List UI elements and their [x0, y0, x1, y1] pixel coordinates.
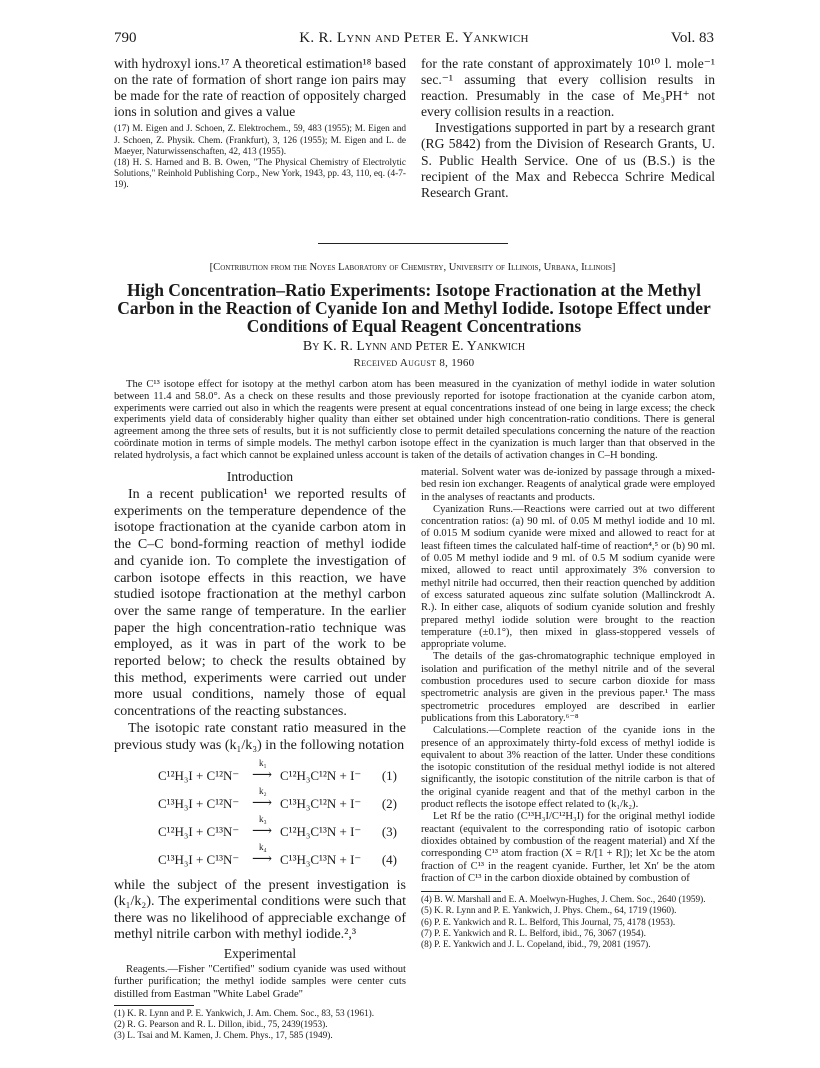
- arrow-icon: ⟶: [252, 768, 273, 784]
- footnotes-top-left: [114, 124, 406, 191]
- affiliation: [Contribution from the Noyes Laboratory of Chemistry, University of Illinois, Urbana, Illinois]: [209, 262, 616, 273]
- received-date: Received August 8, 1960: [353, 357, 475, 369]
- arrow-icon: ⟶: [252, 824, 273, 840]
- section-divider: [318, 243, 508, 244]
- continuation-left: [114, 56, 406, 192]
- equation-number: (4): [381, 852, 397, 868]
- equation-rhs: C¹³H₃C¹²N + I⁻: [280, 796, 362, 812]
- equations-block: [114, 758, 406, 878]
- footnote-17: (17) M. Eigen and J. Schoen, Z. Elektrochem., 59, 483 (1955); M. Eigen and J. Schoen, Z. Physik. Chem. (Frankfurt), 3, 126 (1955); M. Eigen and L. de Maeyer, Naturwissenschaften, 42, 413 (1955).: [114, 124, 406, 157]
- footnote-rule: [114, 1005, 194, 1006]
- continuation-paragraph: with hydroxyl ions.¹⁷ A theoretical estimation¹⁸ based on the rate of formation of short range ion pairs may be made for the rate of reaction of oppositely charged ions in solution and gives a value: [114, 56, 406, 120]
- footnote-5: (5) K. R. Lynn and P. E. Yankwich, J. Phys. Chem., 64, 1719 (1960).: [421, 906, 677, 917]
- article-title: High Concentration–Ratio Experiments: Isotope Fractionation at the Methyl Carbon in the Reaction of Cyanide Ion and Methyl Iodide. Isotope Effect under Conditions of Equal Reagent Concentrations: [117, 280, 711, 336]
- continuation-right: [421, 56, 715, 201]
- running-title: K. R. Lynn and Peter E. Yankwich: [299, 30, 529, 46]
- footnote-4: (4) B. W. Marshall and E. A. Moelwyn-Hughes, J. Chem. Soc., 2640 (1959).: [421, 895, 706, 906]
- intro-paragraph-2: The isotopic rate constant ratio measured in the previous study was (k₁/k₃) in the following notation: [114, 720, 406, 753]
- equation-lhs: C¹²H₃I + C¹²N⁻: [158, 768, 240, 784]
- footnote-8: (8) P. E. Yankwich and J. L. Copeland, ibid., 79, 2081 (1957).: [421, 939, 651, 950]
- equation-rhs: C¹²H₃C¹²N + I⁻: [280, 768, 362, 784]
- definitions-paragraph: Let Rf be the ratio (C¹³H₃I/C¹²H₃I) for the original methyl iodide reactant (equivalent to the corresponding ratio of isotopic carbon dioxides obtained by combustion of the reagent material) and Xf the corresponding C¹³ atom fraction (X = R/[1 + R]); let Xc be the atom fraction of C¹³ in the reagent cyanide. Further, let Xn′ be the atom fraction of C¹³ in the carbon dioxide obtained by combustion of: [421, 811, 715, 884]
- equation-lhs: C¹²H₃I + C¹³N⁻: [158, 824, 240, 840]
- footnote-7: (7) P. E. Yankwich and R. L. Belford, ibid., 76, 3067 (1954).: [421, 928, 646, 939]
- rate-constant: k₄: [259, 842, 267, 853]
- footnote-1: (1) K. R. Lynn and P. E. Yankwich, J. Am. Chem. Soc., 83, 53 (1961).: [114, 1008, 375, 1019]
- footnote-2: (2) R. G. Pearson and R. L. Dillon, ibid., 75, 2439(1953).: [114, 1020, 328, 1031]
- left-column: [114, 469, 406, 1043]
- after-equations-paragraph: while the subject of the present investigation is (k₁/k₂). The experimental conditions were such that there was no likelihood of appreciable exchange of methyl nitrile carbon with methyl iodide.²,³: [114, 878, 406, 942]
- footnotes-right: [421, 895, 715, 951]
- footnote-rule: [421, 891, 501, 892]
- equation-number: (2): [381, 796, 397, 812]
- rate-constant: k₁: [259, 758, 267, 769]
- rate-constant: k₃: [259, 814, 267, 825]
- page-number: 790: [114, 30, 137, 46]
- footnote-3: (3) L. Tsai and M. Kamen, J. Chem. Phys., 17, 585 (1949).: [114, 1031, 333, 1042]
- running-header: [114, 30, 714, 52]
- authors: By K. R. Lynn and Peter E. Yankwich: [302, 339, 526, 354]
- continuation-paragraph-right: for the rate constant of approximately 10¹⁰ l. mole⁻¹ sec.⁻¹ assuming that every collision results in reaction. Presumably in the case of Me₃PH⁺ not every collision results in a reaction.: [421, 56, 715, 120]
- intro-heading: Introduction: [226, 469, 294, 484]
- equation-rhs: C¹²H₃C¹³N + I⁻: [280, 824, 362, 840]
- footnotes-left: [114, 1009, 406, 1043]
- arrow-icon: ⟶: [252, 852, 273, 868]
- equation-rhs: C¹³H₃C¹³N + I⁻: [280, 852, 362, 868]
- equation-lhs: C¹³H₃I + C¹³N⁻: [158, 852, 240, 868]
- abstract: The C¹³ isotope effect for isotopy at the methyl carbon atom has been measured in the cyanization of methyl iodide in water solution between 11.4 and 58.0°. As a check on these results and those previously reported for isotope fractionation at the cyanide carbon atom, experiments were carried out also in which the reagents were present at equal concentrations instead of one being in large excess; the check experiments yield data of considerably higher quality than either set obtained under high concentration-ratio conditions. There is general agreement among the three sets of results, but it is not sufficiently close to permit detailed speculations concerning the nature of the reaction coördinate motion in terms of simple models. The methyl carbon isotope effect in the cyanization is much larger than that observed in the related hydrolysis, a fact which cannot be explained unless account is taken of the details of activation changes in C–H bonding.: [114, 379, 715, 461]
- right-column: [421, 467, 715, 951]
- materials-paragraph: material. Solvent water was de-ionized by passage through a mixed-bed resin ion exchanger. Reagents of analytical grade were employed in the analyses of reactants and products.: [421, 467, 715, 503]
- footnote-6: (6) P. E. Yankwich and R. L. Belford, This Journal, 75, 4178 (1953).: [421, 917, 676, 928]
- volume-label: Vol. 83: [670, 30, 714, 46]
- equation-number: (3): [381, 824, 397, 840]
- reagents-paragraph: Reagents.—Fisher "Certified" sodium cyanide was used without further purification; the methyl iodide samples were center cuts distilled from Eastman "White Label Grade": [114, 964, 406, 1000]
- cyanization-runs-paragraph: Cyanization Runs.—Reactions were carried out at two different concentration ratios: (a) 90 ml. of 0.05 M methyl iodide and 10 ml. of 0.015 M sodium cyanide were mixed and allowed to react for at least fifteen times the calculated half-time of reaction⁴,⁵ or (b) 90 ml. of 0.05 M methyl iodide and 9 ml. of 0.5 M sodium cyanide were mixed, allowed to react until approximately 3% conversion to methyl nitrile had occurred, then their reaction quenched by addition of excess saturated aqueous zinc sulfate solution (Mallinckrodt A. R.). In either case, aliquots of sodium cyanide solution and freshly prepared methyl iodide solution were brought to the reaction temperature (±0.1°), then mixed in glass-stoppered vessels of appropriate volume.: [421, 503, 715, 651]
- gas-chromatography-paragraph: The details of the gas-chromatographic technique employed in isolation and purification of the methyl nitrile and of the several combustion procedures used to secure carbon dioxide for mass spectrometric analysis are given in the previous paper.¹ The mass spectrometric procedures employed are described in earlier publications from this Laboratory.⁶⁻⁸: [421, 651, 715, 724]
- equation-number: (1): [381, 768, 397, 784]
- footnote-18: (18) H. S. Harned and B. B. Owen, "The Physical Chemistry of Electrolytic Solutions," Reinhold Publishing Corp., New York, 1943, pp. 43, 110, eq. (4-7-19).: [114, 157, 406, 191]
- rate-constant: k₂: [259, 786, 267, 797]
- equation-lhs: C¹³H₃I + C¹²N⁻: [158, 796, 240, 812]
- calculations-paragraph: Calculations.—Complete reaction of the cyanide ions in the presence of an approximately thirty-fold excess of methyl iodide is equivalent to about 3% reaction of the latter. Under these conditions the isotopic constitution of the residual methyl iodide is not altered significantly, the isotopic constitution of the nitrile carbon is that of the original cyanide reagent and that of the methyl carbon in the product reflects the isotope effect related to (k₁/k₂).: [421, 725, 715, 811]
- experimental-heading: Experimental: [223, 946, 297, 962]
- intro-paragraph-1: In a recent publication¹ we reported results of experiments on the temperature dependence of the isotope fractionation at the cyanide carbon atom in the C–C bond-forming reaction of methyl iodide and cyanide ion. To complete the investigation of carbon isotope effects in this reaction, we have studied isotope fractionation at the methyl carbon over the same range of temperature. In the earlier paper the high concentration-ratio technique was employed, as it was in part of the work to be reported below; to check the results obtained by this method, experiments were carried out under more usual conditions, namely those of equal concentrations of the reacting substances.: [114, 487, 406, 720]
- acknowledgement-paragraph: Investigations supported in part by a research grant (RG 5842) from the Division of Research Grants, U. S. Public Health Service. One of us (B.S.) is the recipient of the Max and Rebecca Schrire Medical Research Grant.: [421, 120, 715, 200]
- arrow-icon: ⟶: [252, 796, 273, 812]
